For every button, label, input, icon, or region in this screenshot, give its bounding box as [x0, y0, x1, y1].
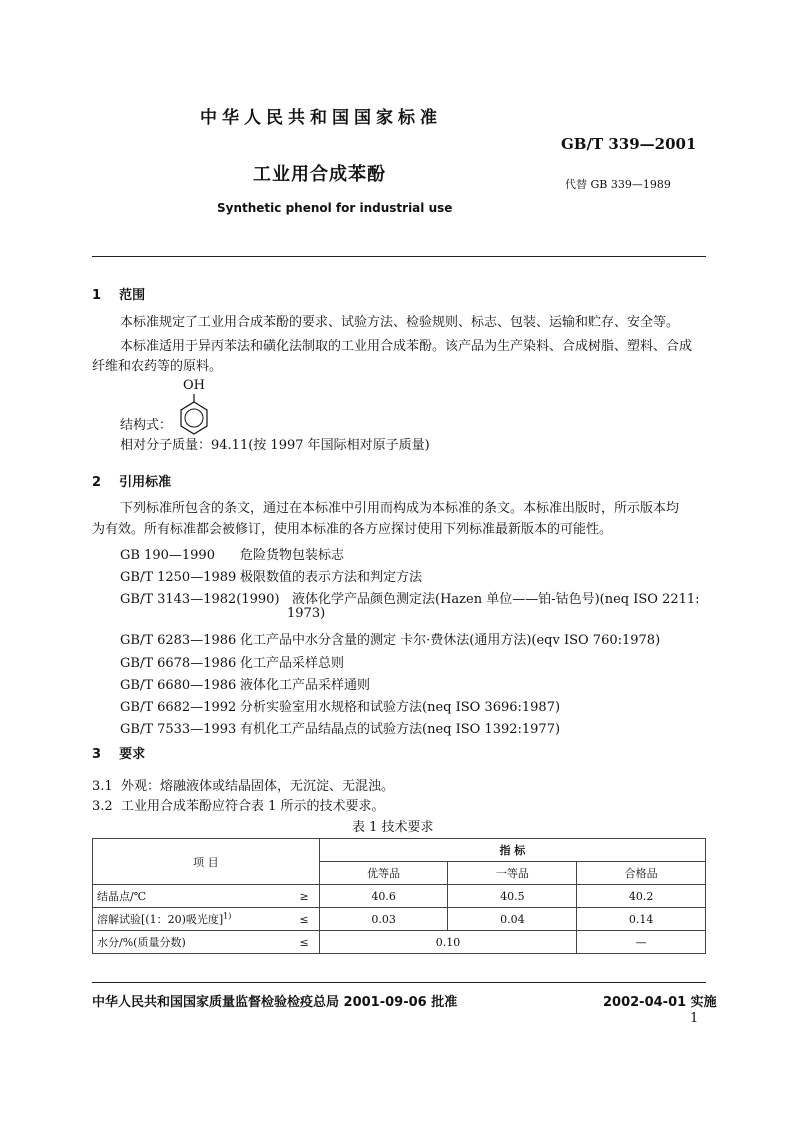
table-cell: 40.2 [577, 885, 706, 908]
section-3-heading [92, 743, 145, 762]
reference-item [120, 566, 422, 585]
org-title: 中华人民共和国国家标准 [200, 108, 442, 128]
table-cell: 0.04 [448, 908, 577, 931]
row-label: 结晶点/℃ [93, 885, 278, 908]
references-intro-cont: 为有效。所有标准都会被修订，使用本标准的各方应探讨使用下列标准最新版本的可能性。 [92, 522, 613, 537]
header-rule [92, 256, 706, 257]
reference-item [120, 588, 700, 607]
reference-title: 分析实验室用水规格和试验方法(neq ISO 3696:1987) [240, 700, 561, 715]
reference-code: GB/T 7533—1993 [120, 722, 237, 737]
row-label: 水分/%(质量分数) [93, 931, 278, 954]
standard-number: GB/T 339—2001 [561, 135, 697, 153]
clause-number: 3.2 [92, 799, 113, 814]
section-title: 引用标准 [119, 475, 172, 490]
section-2-heading [92, 471, 171, 490]
structure-label: 结构式： [120, 418, 173, 433]
column-header-item: 项 目 [93, 839, 320, 885]
reference-item [120, 544, 344, 563]
scope-paragraph-1: 本标准规定了工业用合成苯酚的要求、试验方法、检验规则、标志、包装、运输和贮存、安全等。 [120, 315, 680, 330]
molecular-mass: 相对分子质量：94.11(按 1997 年国际相对原子质量) [120, 438, 430, 453]
table-cell: 40.6 [319, 885, 448, 908]
section-number: 1 [92, 288, 102, 303]
replaces-note: 代替 GB 339—1989 [565, 178, 671, 191]
reference-code: GB/T 1250—1989 [120, 570, 237, 585]
references-intro: 下列标准所包含的条文，通过在本标准中引用而构成为本标准的条文。本标准出版时，所示版本均 [120, 501, 680, 516]
reference-code: GB/T 6283—1986 [120, 633, 237, 648]
reference-title: 液体化学产品颜色测定法(Hazen 单位——铂-钴色号)(neq ISO 2211: [292, 592, 700, 607]
reference-item [120, 652, 344, 671]
clause-number: 3.1 [92, 779, 113, 794]
spec-table [92, 838, 706, 954]
approval-line: 中华人民共和国国家质量监督检验检疫总局 2001-09-06 批准 [92, 995, 458, 1010]
table-header-row [93, 839, 706, 862]
reference-title: 极限数值的表示方法和判定方法 [240, 570, 423, 585]
reference-item [120, 674, 370, 693]
title-cn: 工业用合成苯酚 [253, 164, 386, 185]
section-title: 范围 [119, 288, 146, 303]
effective-date: 2002-04-01 实施 [603, 995, 717, 1010]
scope-paragraph-2-cont: 纤维和农药等的原料。 [92, 359, 223, 374]
footnote-marker: 1) [223, 911, 232, 921]
reference-title: 化工产品采样总则 [240, 656, 345, 671]
reference-title: 1973) [287, 606, 326, 621]
grade-header: 合格品 [577, 862, 706, 885]
clause-3-1 [92, 775, 394, 794]
phenol-structure-icon [176, 394, 212, 438]
grade-header: 优等品 [319, 862, 448, 885]
section-number: 2 [92, 475, 102, 490]
section-number: 3 [92, 747, 102, 762]
reference-title: 危险货物包装标志 [240, 548, 345, 563]
reference-code: GB/T 6680—1986 [120, 678, 237, 693]
table-caption: 表 1 技术要求 [352, 820, 434, 835]
clause-text: 外观：熔融液体或结晶固体，无沉淀、无混浊。 [120, 779, 394, 794]
table-row [93, 931, 706, 954]
reference-item [120, 629, 660, 648]
reference-title: 液体化工产品采样通则 [240, 678, 371, 693]
comparison-sign: ≤ [277, 931, 319, 954]
clause-text: 工业用合成苯酚应符合表 1 所示的技术要求。 [120, 799, 385, 814]
title-en: Synthetic phenol for industrial use [217, 201, 453, 215]
reference-code: GB 190—1990 [120, 548, 215, 563]
page-number: 1 [690, 1011, 699, 1026]
table-cell: 0.14 [577, 908, 706, 931]
row-label: 溶解试验[(1：20)吸光度] [97, 913, 224, 926]
reference-code: GB/T 6678—1986 [120, 656, 237, 671]
reference-item [120, 696, 560, 715]
table-cell: 0.10 [319, 931, 576, 954]
grade-header: 一等品 [448, 862, 577, 885]
scope-paragraph-2: 本标准适用于异丙苯法和磺化法制取的工业用合成苯酚。该产品为生产染料、合成树脂、塑料、合成 [120, 339, 693, 354]
reference-code: GB/T 6682—1992 [120, 700, 237, 715]
reference-title: 化工产品中水分含量的测定 卡尔·费休法(通用方法)(eqv ISO 760:1978) [240, 633, 661, 648]
row-label-cell [93, 908, 278, 931]
oh-label: OH [183, 378, 205, 393]
reference-title: 有机化工产品结晶点的试验方法(neq ISO 1392:1977) [240, 722, 561, 737]
section-1-heading [92, 284, 145, 303]
comparison-sign: ≤ [277, 908, 319, 931]
comparison-sign: ≥ [277, 885, 319, 908]
reference-item [287, 606, 325, 621]
section-title: 要求 [119, 747, 146, 762]
footer-rule [92, 982, 706, 983]
column-header-index: 指 标 [319, 839, 705, 862]
table-cell: — [577, 931, 706, 954]
table-row [93, 885, 706, 908]
reference-code: GB/T 3143—1982(1990) [120, 592, 280, 607]
table-cell: 40.5 [448, 885, 577, 908]
reference-item [120, 718, 560, 737]
clause-3-2 [92, 795, 385, 814]
table-cell: 0.03 [319, 908, 448, 931]
table-row [93, 908, 706, 931]
